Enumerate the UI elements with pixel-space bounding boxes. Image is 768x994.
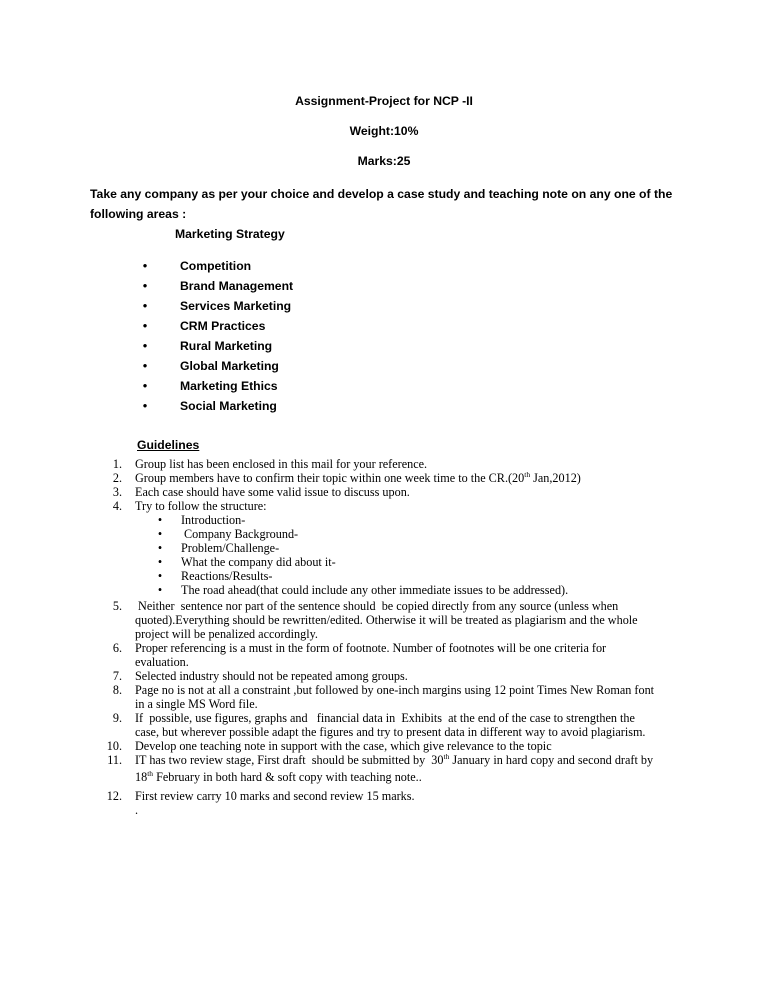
marks-line: Marks:25: [357, 154, 411, 168]
structure-item: Problem/Challenge-: [181, 541, 280, 555]
bullet-icon: •: [142, 279, 148, 293]
guideline-text: Selected industry should not be repeated among groups.: [135, 669, 408, 683]
item-number: 5.: [112, 599, 122, 613]
item-number: 8.: [112, 683, 122, 697]
bullet-icon: •: [142, 399, 148, 413]
structure-item: Company Background-: [181, 527, 299, 541]
guideline-text: case, but wherever possible adapt the figures and try to present data in different way to avoid plagiarism.: [135, 725, 646, 739]
structure-item: The road ahead(that could include any other immediate issues to be addressed).: [181, 583, 569, 597]
area-item: Brand Management: [180, 279, 294, 293]
area-item: Marketing Ethics: [180, 379, 278, 393]
guideline-text: project will be penalized accordingly.: [135, 627, 318, 641]
guideline-text: If possible, use figures, graphs and financial data in Exhibits at the end of the case to strengthen the: [135, 711, 635, 725]
guideline-text: Group members have to confirm their topic within one week time to the CR.(20th Jan,2012): [135, 470, 581, 485]
item-number: 6.: [112, 641, 122, 655]
bullet-icon: •: [157, 513, 163, 527]
item-number: 9.: [112, 711, 122, 725]
guideline-text: 18th February in both hard & soft copy with teaching note..: [135, 769, 422, 784]
trailing-dot: .: [135, 803, 139, 817]
guideline-text: Try to follow the structure:: [135, 499, 267, 513]
item-number: 4.: [112, 499, 122, 513]
intro-line-1: Take any company as per your choice and develop a case study and teaching note on any one of the: [90, 187, 673, 201]
structure-item: Reactions/Results-: [181, 569, 273, 583]
bullet-icon: •: [142, 259, 148, 273]
guideline-text: Develop one teaching note in support with the case, which give relevance to the topic: [135, 739, 552, 753]
item-number: 3.: [112, 485, 122, 499]
item-number: 1.: [112, 457, 122, 471]
guideline-text: evaluation.: [135, 655, 189, 669]
area-item: Global Marketing: [180, 359, 279, 373]
guideline-text: Group list has been enclosed in this mail for your reference.: [135, 457, 428, 471]
guideline-text: Each case should have some valid issue to discuss upon.: [135, 485, 410, 499]
guideline-text: in a single MS Word file.: [135, 697, 258, 711]
intro-line-2: following areas :: [90, 207, 187, 221]
guideline-text: Page no is not at all a constraint ,but followed by one-inch margins using 12 point Times New Roman font: [135, 683, 655, 697]
bullet-icon: •: [157, 569, 163, 583]
area-item: CRM Practices: [180, 319, 266, 333]
guideline-text: Neither sentence nor part of the sentence should be copied directly from any source (unless when: [135, 599, 619, 613]
weight-line: Weight:10%: [349, 124, 419, 138]
document-title: Assignment-Project for NCP -II: [295, 94, 473, 108]
bullet-icon: •: [157, 541, 163, 555]
item-number: 10.: [106, 739, 122, 753]
guideline-text: First review carry 10 marks and second review 15 marks.: [135, 789, 415, 803]
item-number: 2.: [112, 471, 122, 485]
guideline-text: IT has two review stage, First draft should be submitted by 30th January in hard copy and second draft by: [135, 752, 654, 767]
structure-item: What the company did about it-: [181, 555, 336, 569]
area-item: Competition: [180, 259, 252, 273]
bullet-icon: •: [157, 527, 163, 541]
guideline-text: Proper referencing is a must in the form of footnote. Number of footnotes will be one criteria for: [135, 641, 607, 655]
area-item: Rural Marketing: [180, 339, 273, 353]
bullet-icon: •: [142, 299, 148, 313]
area-item: Services Marketing: [180, 299, 292, 313]
guidelines-heading: Guidelines: [137, 438, 200, 452]
bullet-icon: •: [142, 339, 148, 353]
item-number: 11.: [107, 753, 122, 767]
bullet-icon: •: [142, 319, 148, 333]
bullet-icon: •: [157, 583, 163, 597]
area-heading: Marketing Strategy: [175, 227, 285, 241]
structure-item: Introduction-: [181, 513, 246, 527]
bullet-icon: •: [142, 379, 148, 393]
item-number: 7.: [112, 669, 122, 683]
area-item: Social Marketing: [180, 399, 277, 413]
bullet-icon: •: [157, 555, 163, 569]
item-number: 12.: [106, 789, 122, 803]
guideline-text: quoted).Everything should be rewritten/edited. Otherwise it will be treated as plagiarism and the whole: [135, 613, 638, 627]
bullet-icon: •: [142, 359, 148, 373]
